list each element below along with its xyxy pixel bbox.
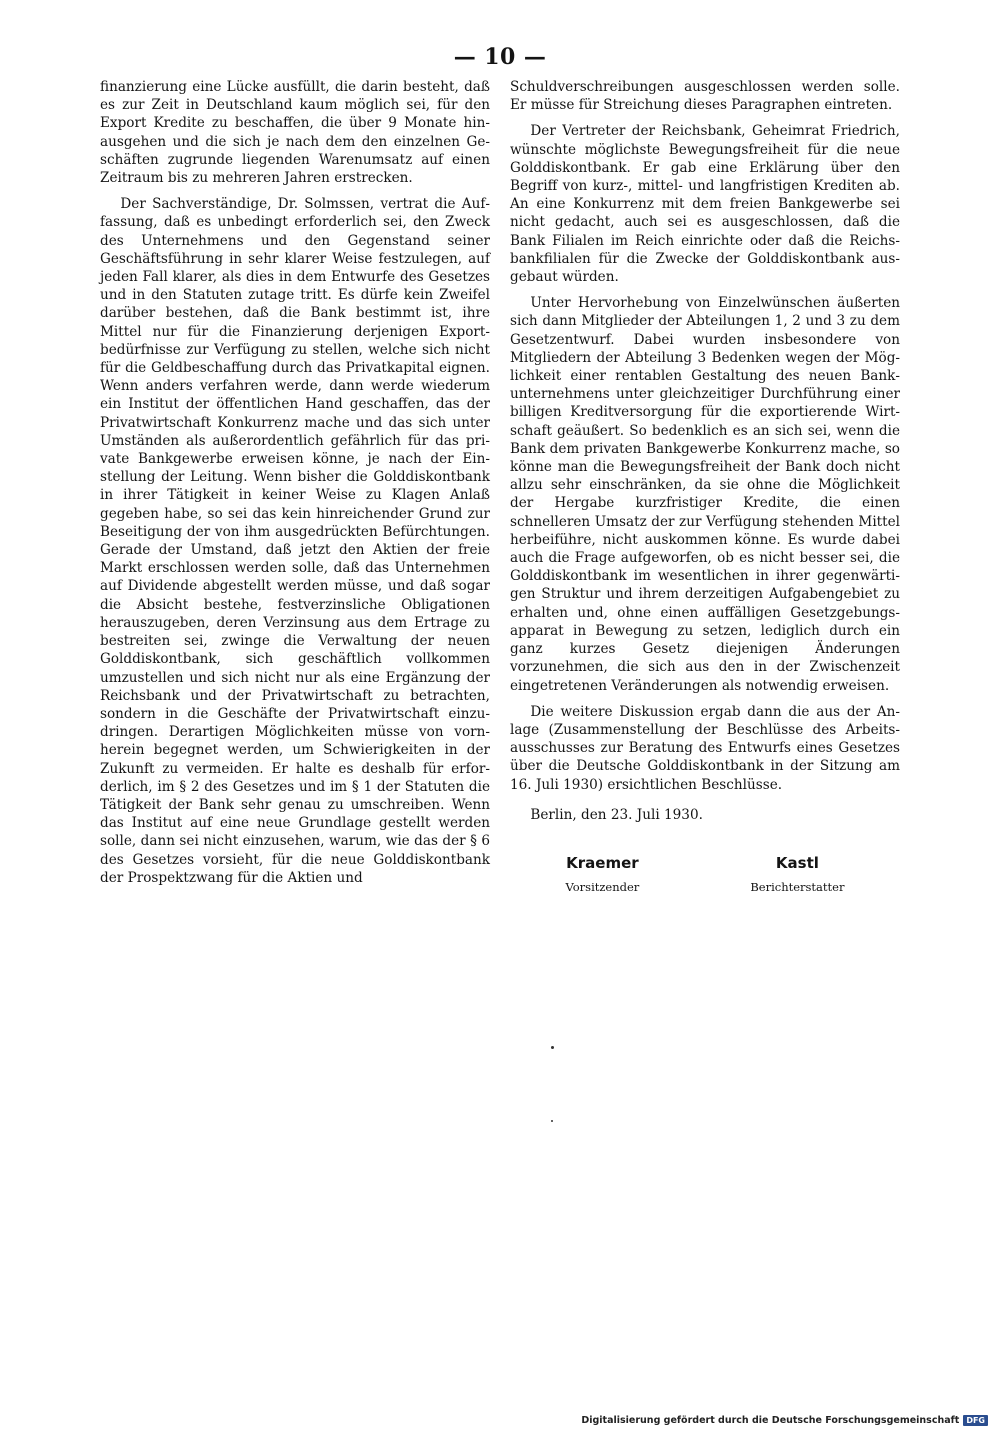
dfg-logo-icon: DFG — [963, 1415, 988, 1426]
digitization-footer — [581, 1415, 988, 1426]
paragraph: Der Vertreter der Reichsbank, Geheimrat Friedrich, wünschte möglichste Bewegungsfreiheit für die neue Golddiskontbank. Er gab eine Erklärung über den Begriff von kurz-, mittel- und langfristigen Krediten ab. An eine Konkurrenz mit dem freien Bankgewerbe sei nicht gedacht, auch sei es ausgeschlossen, daß die Bank Filialen im Reich einrichte oder daß die Reichsbankfilialen für die Zwecke der Golddiskontbank ausgebaut würden. — [510, 123, 900, 286]
signature-rapporteur — [750, 854, 844, 896]
paragraph: Schuldverschreibungen ausgeschlossen werden solle. Er müsse für Streichung dieses Paragraphen eintreten. — [510, 79, 900, 114]
signature-chair — [566, 854, 640, 896]
paragraph: Unter Hervorhebung von Einzelwünschen äußerten sich dann Mitglieder der Abteilungen 1, 2 und 3 zu dem Gesetzentwurf. Dabei wurden insbesondere von Mitgliedern der Abteilung 3 Bedenken wegen der Möglichkeit einer rentablen Gestaltung des neuen Bankunternehmens unter gleichzeitiger Durchführung einer billigen Kreditversorgung für die exportierende Wirtschaft geäußert. So bedenklich es an sich sei, wenn die Bank dem privaten Bankgewerbe Konkurrenz mache, so könne man die Bewegungsfreiheit der Bank doch nicht allzu sehr einschränken, da sie ohne die Möglichkeit der Hergabe kurzfristiger Kredite, die einen schnelleren Umsatz der zur Verfügung stehenden Mittel herbeiführe, nicht auskommen könne. Es wurde dabei auch die Frage aufgeworfen, ob es nicht besser sei, die Golddiskontbank im wesentlichen in ihrer gegenwärtigen Struktur und ihrem derzeitigen Aufgabengebiet zu erhalten und, ohne einen auffälligen Gesetzgebungsapparat in Bewegung zu setzen, lediglich durch ein ganz kurzes Gesetz diejenigen Änderungen vorzunehmen, die sich aus den in der Zwischenzeit eingetretenen Veränderungen als notwendig erweisen. — [510, 295, 900, 694]
print-speck — [551, 1046, 554, 1049]
signature-name: Kastl — [775, 853, 819, 872]
date-line: Berlin, den 23. Juli 1930. — [530, 806, 703, 823]
page-number: — 10 — — [453, 44, 547, 70]
signature-name: Kraemer — [566, 853, 639, 872]
paragraph: finanzierung eine Lücke ausfüllt, die darin besteht, daß es zur Zeit in Deutschland kaum möglich sei, für den Export Kredite zu beschaffen, die über 9 Monate hinausgehen und die sich je nach dem den einzelnen Geschäften zugrunde liegenden Warenumsatz auf einen Zeitraum bis zu mehreren Jahren erstrecken. — [100, 79, 490, 187]
signature-block — [510, 854, 900, 896]
paragraph: Der Sachverständige, Dr. Solmssen, vertrat die Auffassung, daß es unbedingt erforderlich sei, den Zweck des Unternehmens und den Gegenstand seiner Geschäftsführung in sehr klarer Weise festzulegen, auf jeden Fall klarer, als dies in dem Entwurfe des Gesetzes und in den Statuten zutage tritt. Es dürfe kein Zweifel darüber bestehen, daß die Bank bestimmt ist, ihre Mittel nur für die Finanzierung derjenigen Exportbedürfnisse zur Verfügung zu stellen, welche sich nicht für die Geldbeschaffung durch das Privatkapital eignen. Wenn anders verfahren werde, dann werde wiederum ein Institut der öffentlichen Hand geschaffen, das der Privatwirtschaft Konkurrenz mache und das sich unter Umständen als außerordentlich gefährlich für das private Bankgewerbe erweisen könne, je nach der Einstellung der Leitung. Wenn bisher die Golddiskontbank in ihrer Tätigkeit in keiner Weise zu Klagen Anlaß gegeben habe, so sei das kein hinreichender Grund zur Beseitigung der von ihm ausgedrückten Befürchtungen. Gerade der Umstand, daß jetzt den Aktien der freie Markt erschlossen werden solle, daß das Unternehmen auf Dividende abgestellt werden müsse, und daß sogar die Absicht bestehe, festverzinsliche Obligationen herauszugeben, deren Verzinsung aus dem Ertrage zu bestreiten sei, zwinge die Verwaltung der neuen Golddiskontbank, sich geschäftlich vollkommen umzustellen und sich nicht nur als eine Ergänzung der Reichsbank und der Privatwirtschaft zu betrachten, sondern in die Geschäfte der Privatwirtschaft einzudringen. Derartigen Möglichkeiten müsse von vornherein begegnet werden, um Schwierigkeiten in der Zukunft zu vermeiden. Er halte es deshalb für erforderlich, im § 2 des Gesetzes und im § 1 der Statuten die Tätigkeit der Bank sehr genau zu umschreiben. Wenn das Institut auf eine neue Grundlage gestellt werden solle, dann sei nicht einzusehen, warum, wie das der § 6 des Gesetzes vorsieht, für die neue Golddiskontbank der Prospektzwang für die Aktien und — [100, 196, 490, 886]
signature-role: Berichterstatter — [750, 880, 845, 895]
print-speck — [551, 1120, 553, 1122]
footer-text: Digitalisierung gefördert durch die Deutsche Forschungsgemeinschaft — [581, 1415, 960, 1426]
paragraph: Die weitere Diskussion ergab dann die aus der Anlage (Zusammenstellung der Beschlüsse des Arbeitsausschusses zur Beratung des Entwurfs eines Gesetzes über die Deutsche Golddiskontbank in der Sitzung am 16. Juli 1930) ersichtlichen Beschlüsse. — [510, 703, 900, 793]
signature-role: Vorsitzender — [565, 880, 640, 895]
left-column — [100, 78, 490, 895]
right-column — [510, 78, 900, 896]
